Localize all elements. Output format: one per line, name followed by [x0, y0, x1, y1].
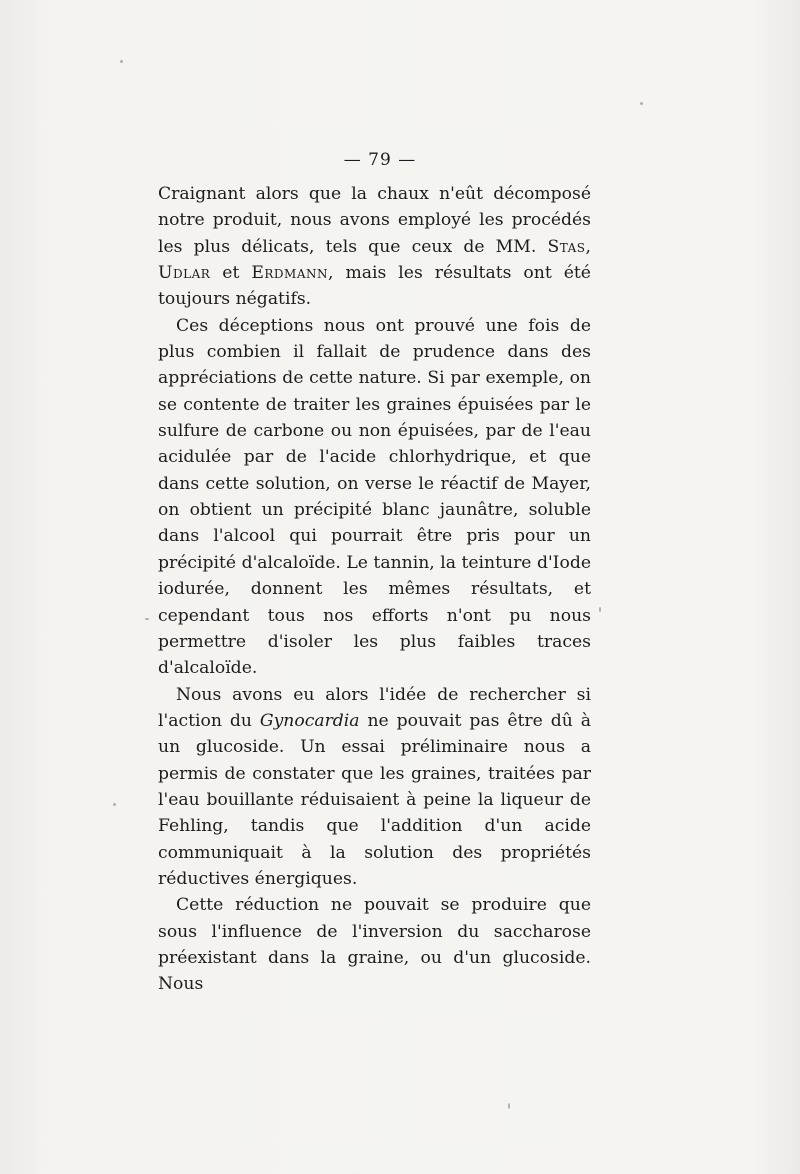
text-run: ,: [585, 236, 591, 257]
paragraph: [158, 181, 591, 313]
text-run: Cette réduction ne pouvait se produire que sous l'influence de l'inversion du saccharose préexistant dans la graine, ou d'un glucoside. Nous: [158, 895, 591, 995]
paragraph: [158, 892, 591, 997]
text-run: Nous avons eu alors l'idée de rechercher si l'action du: [158, 684, 591, 731]
author-name: Erdmann: [251, 263, 328, 284]
text-run: et: [210, 263, 252, 284]
paper-speck: [640, 102, 643, 105]
text-run: Ces déceptions nous ont prouvé une fois de plus combien il fallait de prudence dans des appréciations de cette nature. Si par exemple, on se contente de traiter les graines épuisées par le sulfure de carbone ou non épuisées, par de l'eau acidulée par de l'acide chlorhydrique, et que dans cette solution, on verse le réactif de Mayer, on obtient un précipité blanc jaunâtre, soluble dans l'alcool qui pourrait être pris pour un précipité d'alcaloïde. Le tannin, la teinture d'Iode iodurée, donnent les mêmes résultats, et cependant tous nos efforts n'ont pu nous permettre d'isoler les plus faibles traces d'alcaloïde.: [158, 315, 591, 679]
paper-speck: [120, 60, 123, 63]
paper-speck: [113, 803, 116, 806]
author-name: Stas: [547, 236, 586, 257]
body-text: [158, 181, 591, 998]
paragraph: [158, 682, 591, 893]
paragraph: [158, 313, 591, 682]
text-run: ne pouvait pas être dû à un glucoside. Un essai préliminaire nous a permis de constater que les graines, traitées par l'eau bouillante réduisaient à peine la liqueur de Fehling, tandis que l'addition d'un acide communiquait à la solution des propriétés réductives énergiques.: [158, 710, 591, 889]
page-number: — 79 —: [343, 150, 417, 170]
genus-name: Gynocardia: [259, 710, 360, 731]
text-run: , mais les résultats ont été toujours négatifs.: [158, 263, 591, 310]
paper-speck: [599, 607, 601, 612]
paper-speck: [145, 618, 149, 620]
author-name: Udlar: [158, 263, 211, 284]
text-run: Craignant alors que la chaux n'eût décomposé notre produit, nous avons employé les procédés les plus délicats, tels que ceux de MM.: [158, 184, 591, 257]
paper-speck: [508, 1103, 510, 1109]
